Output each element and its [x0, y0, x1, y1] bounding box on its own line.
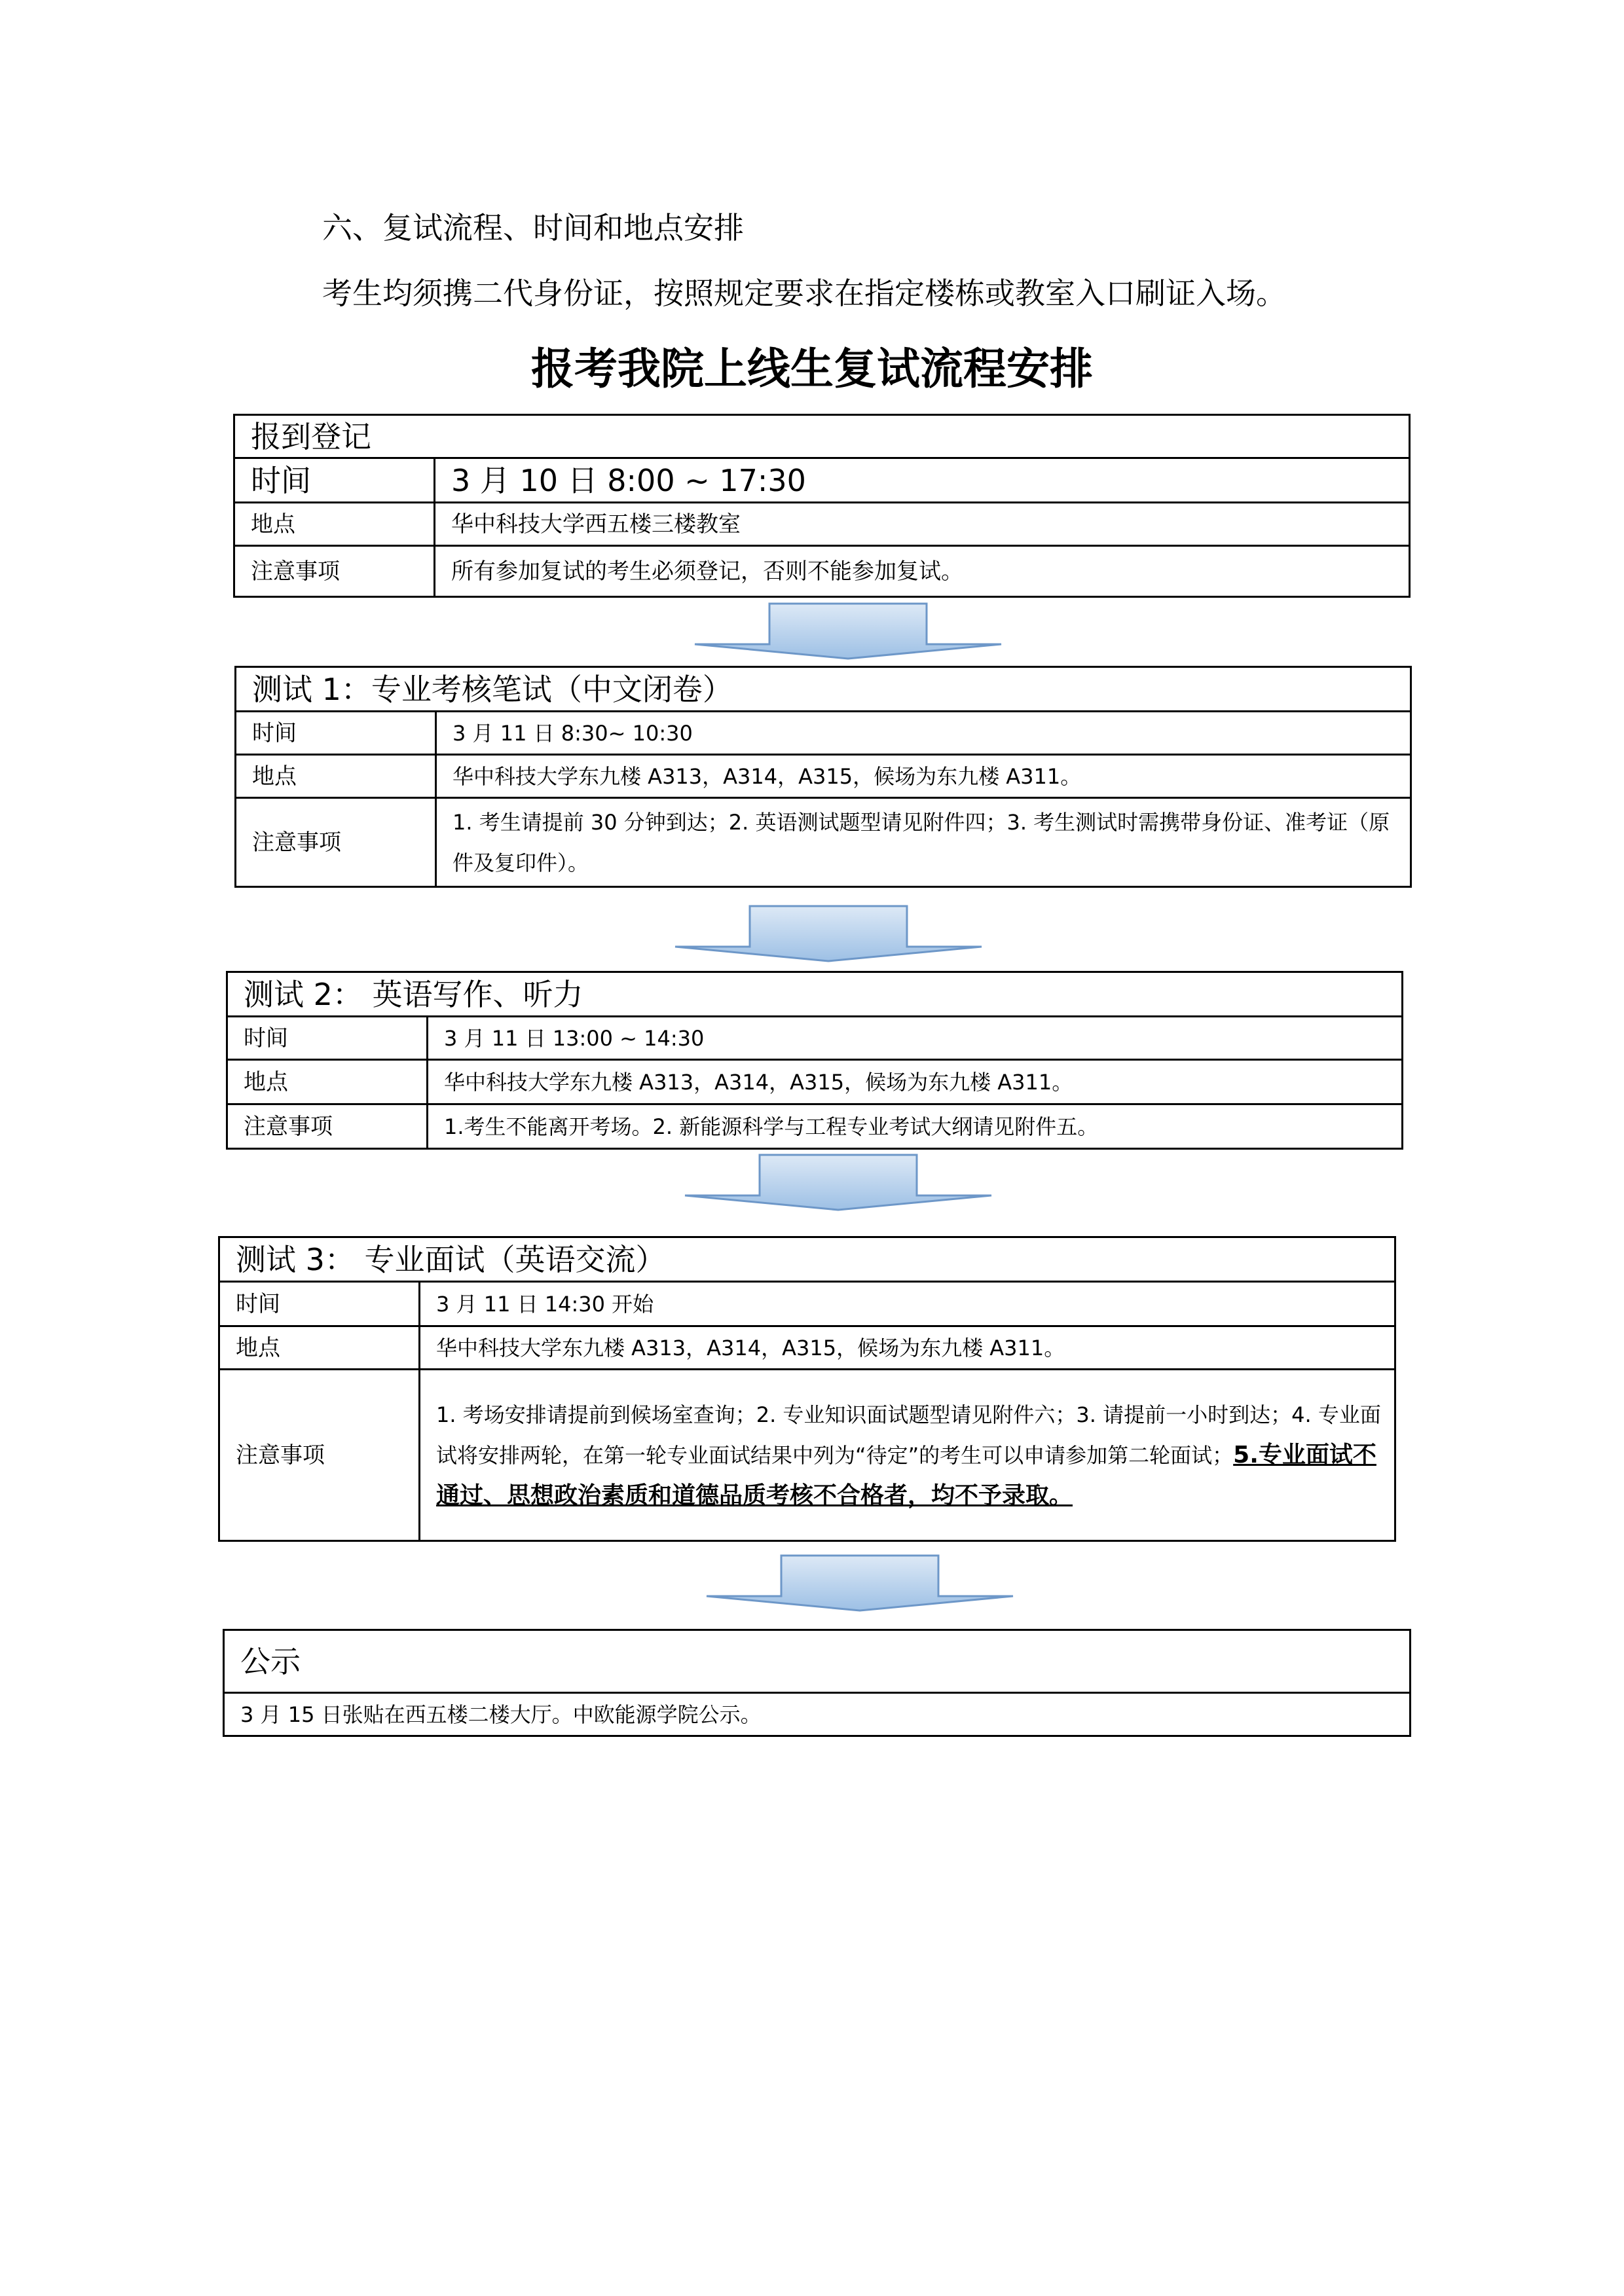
- row-label-time: 时间: [227, 1017, 428, 1060]
- step-header: 测试 2： 英语写作、听力: [227, 972, 1403, 1017]
- row-label-notes: 注意事项: [219, 1370, 420, 1541]
- row-label-notes: 注意事项: [234, 546, 435, 597]
- row-value-time: 3 月 11 日 14:30 开始: [420, 1282, 1395, 1326]
- step-announcement-table: [223, 1629, 1411, 1737]
- down-arrow-icon: [703, 1554, 1017, 1612]
- step-header: 测试 1：专业考核笔试（中文闭卷）: [236, 667, 1411, 712]
- down-arrow-icon: [681, 1154, 995, 1211]
- row-label-time: 时间: [234, 458, 435, 503]
- notes-text: 1. 考场安排请提前到候场室查询；2. 专业知识面试题型请见附件六；3. 请提前一小时到达；4. 专业面试将安排两轮，在第一轮专业面试结果中列为“待定”的考生可以申请参加第二轮面试；: [436, 1402, 1381, 1468]
- row-value-location: 华中科技大学东九楼 A313，A314，A315，候场为东九楼 A311。: [428, 1060, 1403, 1104]
- row-label-location: 地点: [234, 503, 435, 546]
- row-value-notes: [420, 1370, 1395, 1541]
- step-header: 测试 3： 专业面试（英语交流）: [219, 1237, 1395, 1282]
- page-title: 报考我院上线生复试流程安排: [531, 343, 1093, 394]
- row-label-time: 时间: [219, 1282, 420, 1326]
- step-test3-table: [218, 1236, 1396, 1542]
- row-value-time: 3 月 11 日 8:30~ 10:30: [436, 712, 1411, 755]
- down-arrow-icon: [691, 602, 1005, 660]
- step-test2-table: [226, 971, 1403, 1150]
- row-label-location: 地点: [227, 1060, 428, 1104]
- intro-text: 考生均须携二代身份证，按照规定要求在指定楼栋或教室入口刷证入场。: [322, 276, 1286, 311]
- row-value-location: 华中科技大学东九楼 A313，A314，A315，候场为东九楼 A311。: [436, 755, 1411, 798]
- notes-emphasis: 5.专业面试不通过、思想政治素质和道德品质考核不合格者，均不予录取。: [436, 1441, 1376, 1509]
- step-header: 报到登记: [234, 415, 1410, 458]
- row-value-time: 3 月 10 日 8:00 ~ 17:30: [435, 458, 1410, 503]
- row-value-notes: 1.考生不能离开考场。2. 新能源科学与工程专业考试大纲请见附件五。: [428, 1104, 1403, 1149]
- step-registration-table: [233, 414, 1411, 598]
- announcement-body: 3 月 15 日张贴在西五楼二楼大厅。中欧能源学院公示。: [224, 1693, 1411, 1736]
- row-value-notes: 所有参加复试的考生必须登记，否则不能参加复试。: [435, 546, 1410, 597]
- row-value-time: 3 月 11 日 13:00 ~ 14:30: [428, 1017, 1403, 1060]
- row-label-time: 时间: [236, 712, 436, 755]
- row-label-location: 地点: [236, 755, 436, 798]
- down-arrow-icon: [671, 905, 986, 962]
- step-header: 公示: [224, 1630, 1411, 1693]
- section-heading: 六、复试流程、时间和地点安排: [322, 210, 744, 246]
- row-label-notes: 注意事项: [227, 1104, 428, 1149]
- row-value-notes: 1. 考生请提前 30 分钟到达；2. 英语测试题型请见附件四；3. 考生测试时需携带身份证、准考证（原件及复印件）。: [436, 798, 1411, 887]
- row-label-notes: 注意事项: [236, 798, 436, 887]
- row-value-location: 华中科技大学西五楼三楼教室: [435, 503, 1410, 546]
- row-label-location: 地点: [219, 1326, 420, 1370]
- row-value-location: 华中科技大学东九楼 A313，A314，A315，候场为东九楼 A311。: [420, 1326, 1395, 1370]
- step-test1-table: [234, 666, 1412, 888]
